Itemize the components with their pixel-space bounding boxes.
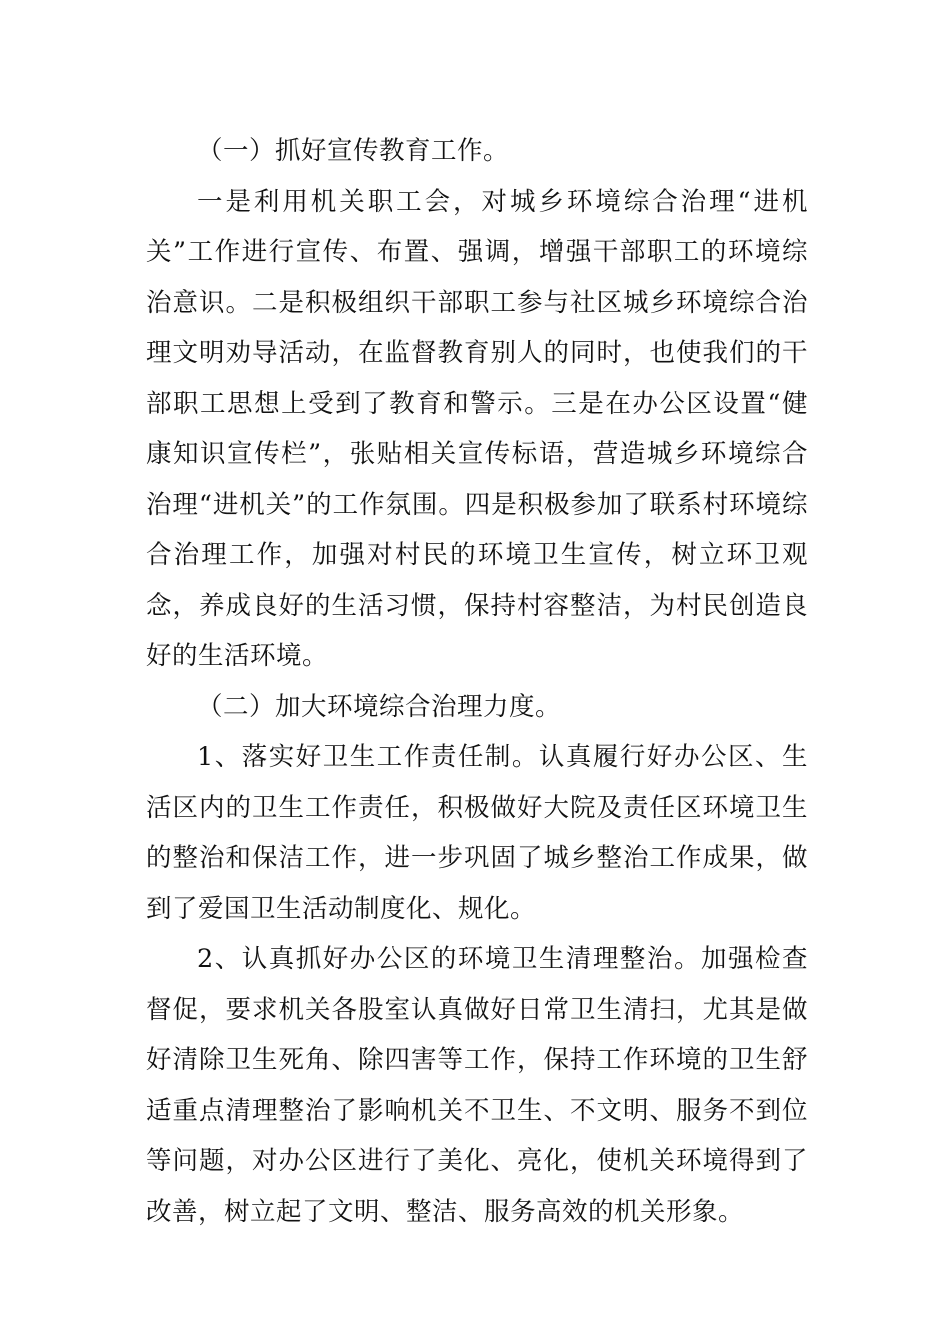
paragraph-responsibility: 1、落实好卫生工作责任制。认真履行好办公区、生活区内的卫生工作责任，积极做好大院及责任区环境卫生的整治和保洁工作，进一步巩固了城乡整治工作成果，做到了爱国卫生活动制度化、规化。 [146, 742, 808, 924]
document-body [146, 126, 808, 1237]
paragraph-office-cleanup: 2、认真抓好办公区的环境卫生清理整治。加强检查督促，要求机关各股室认真做好日常卫生清扫，尤其是做好清除卫生死角、除四害等工作，保持工作环境的卫生舒适重点清理整治了影响机关不卫生、不文明、服务不到位等问题，对办公区进行了美化、亮化，使机关环境得到了改善，树立起了文明、整洁、服务高效的机关形象。 [146, 944, 808, 1227]
section-heading-2: （二）加大环境综合治理力度。 [197, 691, 562, 722]
paragraph-publicity: 一是利用机关职工会，对城乡环境综合治理“进机关”工作进行宣传、布置、强调，增强干部职工的环境综治意识。二是积极组织干部职工参与社区城乡环境综合治理文明劝导活动，在监督教育别人的同时，也使我们的干部职工思想上受到了教育和警示。三是在办公区设置“健康知识宣传栏”，张贴相关宣传标语，营造城乡环境综合治理“进机关”的工作氛围。四是积极参加了联系村环境综合治理工作，加强对村民的环境卫生宣传，树立环卫观念，养成良好的生活习惯，保持村容整洁，为村民创造良好的生活环境。 [146, 186, 808, 671]
section-heading-1: （一）抓好宣传教育工作。 [197, 136, 510, 166]
